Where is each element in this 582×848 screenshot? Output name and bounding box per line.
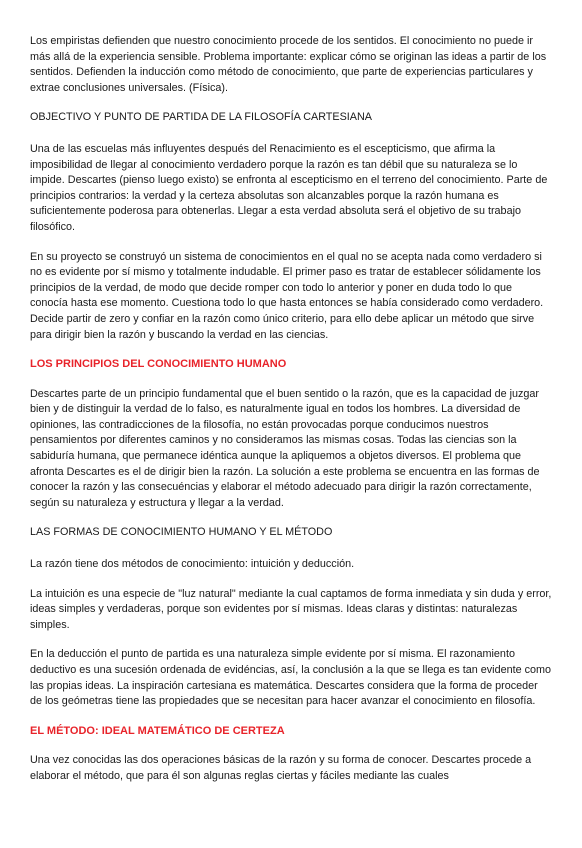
paragraph-metodos: La razón tiene dos métodos de conocimiento: intuición y deducción. [30,558,355,571]
heading-principios: LOS PRINCIPIOS DEL CONOCIMIENTO HUMANO [30,358,287,371]
paragraph-empiristas: Los empiristas defienden que nuestro conocimiento procede de los sentidos. El conocimiento no puede ir más allá de la experiencia sensible. Problema importante: explicar cómo se originan las ideas a partir de los sentidos. Defienden la inducción como método de conocimiento, que parte de experiencias particulares y extrae conclusiones universales. (Física). [30,35,547,94]
paragraph-proyecto: En su proyecto se construyó un sistema de conocimientos en el qual no se acepta nada como verdadero si no es evidente por sí mismo y totalmente indudable. El primer paso es tratar de establecer sólidamente los principios de la verdad, de modo que decide romper con todo lo anterior y poner en duda todo lo que conocía hasta ese momento. Cuestiona todo lo que hasta entonces se había considerado como verdadero. Decide partir de zero y confiar en la razón como único criterio, para ello debe aplicar un método que sirve para dirigir bien la razón y buscando la verdad en las ciencias. [30,250,544,341]
heading-metodo: EL MÉTODO: IDEAL MATEMÁTICO DE CERTEZA [30,724,285,737]
section-subheading-objetivo: OBJECTIVO Y PUNTO DE PARTIDA DE LA FILOSOFÍA CARTESIANA [30,111,372,124]
document-page [30,34,552,799]
paragraph-escepticismo: Una de las escuelas más influyentes después del Renacimiento es el escepticismo, que afirma la imposibilidad de llegar al conocimiento verdadero porque la razón es tan débil que su naturaleza se lo impide. Descartes (pienso luego existo) se enfronta al escepticismo en el terreno del conocimiento. Parte de principios contrarios: la verdad y la certeza absolutas son alcanzables porque la razón humana es suficientemente poderosa para obtenerlas. Llegar a esta verdad absoluta será el objetivo de su trabajo filosófico. [30,142,548,233]
paragraph-operaciones: Una vez conocidas las dos operaciones básicas de la razón y su forma de conocer. Descartes procede a elaborar el método, que para él son algunas reglas ciertas y fáciles mediante las cuales [30,754,532,782]
section-subheading-formas: LAS FORMAS DE CONOCIMIENTO HUMANO Y EL MÉTODO [30,526,333,539]
paragraph-intuicion: La intuición es una especie de "luz natural" mediante la cual captamos de forma inmediata y sin duda y error, ideas simples y verdaderas, porque son evidentes por sí mismas. Ideas claras y distintas: naturalezas simples. [30,587,552,631]
paragraph-deduccion: En la deducción el punto de partida es una naturaleza simple evidente por sí misma. El razonamiento deductivo es una sucesión ordenada de evidéncias, así, la conclusión a la que se llega es tan evidente como las propias ideas. La inspiración cartesiana es matemática. Descartes considera que la forma de proceder de los geómetras tiene las propiedades que se necesitan para hacer avanzar el conocimiento en filosofía. [30,648,551,708]
paragraph-principio-fundamental: Descartes parte de un principio fundamental que el buen sentido o la razón, que es la capacidad de juzgar bien y de distinguir la verdad de lo falso, es naturalmente igual en todos los hombres. La diversidad de opiniones, las contradicciones de la filosofía, no están provocadas porque conducimos nuestros pensamientos por diferentes caminos y no consideramos las mismas cosas. Todas las ciencias son la sabiduría humana, que permanece idéntica aunque la apliquemos a objetos diversos. El problema que afronta Descartes es el de dirigir bien la razón. La solución a este problema se encuentra en las formas de conocer la razón y las consecuéncias y elaborar el método adecuado para dirigir la razón correctamente, según su naturaleza y estructura y llegar a la verdad. [30,387,540,509]
